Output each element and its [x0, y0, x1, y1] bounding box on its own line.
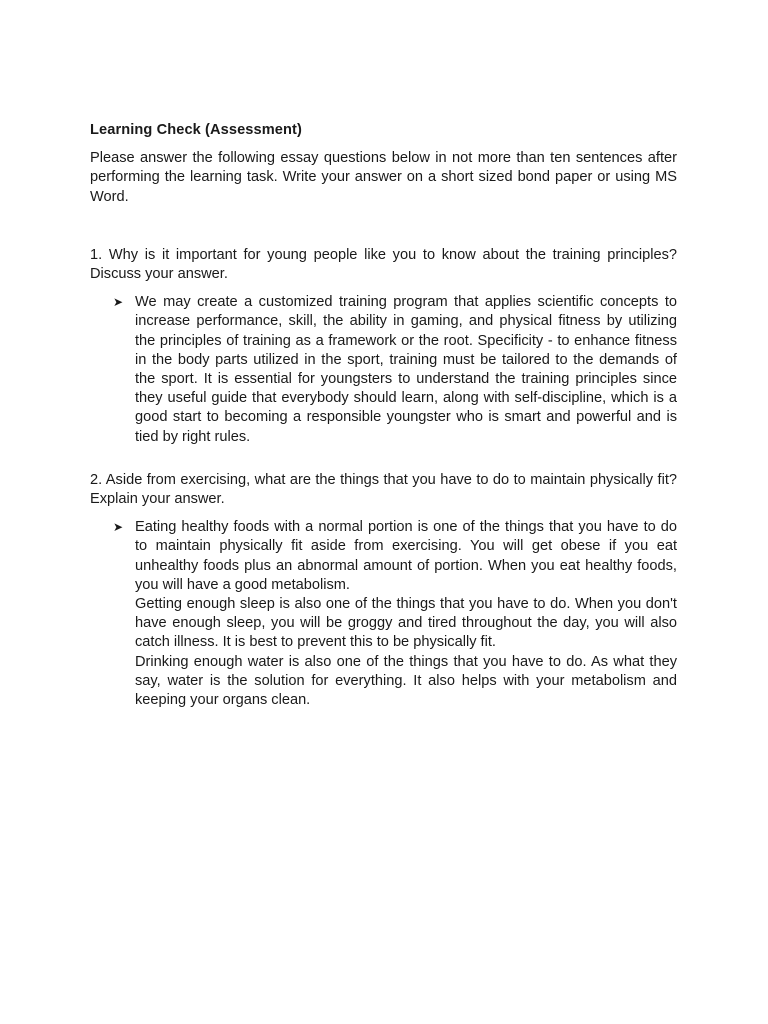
answer-1: [90, 293, 677, 447]
intro-paragraph: Please answer the following essay questions below in not more than ten sentences after performing the learning task. Write your answer on a short sized bond paper or using MS Word.: [90, 150, 677, 205]
arrowhead-bullet-icon: ➤: [113, 520, 124, 535]
page-title: Learning Check (Assessment): [90, 122, 302, 138]
answer-2: [90, 518, 677, 710]
question-1: 1. Why is it important for young people like you to know about the training principles? Discuss your answer.: [90, 246, 677, 283]
arrowhead-bullet-icon: ➤: [113, 295, 124, 310]
answer-2-paragraph-3: Drinking enough water is also one of the things that you have to do. As what they say, water is the solution for everything. It also helps with your metabolism and keeping your organs clean.: [135, 653, 677, 709]
answer-2-paragraph-2: Getting enough sleep is also one of the things that you have to do. When you don't have enough sleep, you will be groggy and tired throughout the day, you will also catch illness. It is best to prevent this to be physically fit.: [135, 596, 677, 651]
answer-1-body: [135, 293, 677, 447]
answer-2-body: [135, 518, 677, 710]
question-2: 2. Aside from exercising, what are the things that you have to do to maintain physically fit? Explain your answer.: [90, 471, 677, 508]
answer-1-paragraph-1: We may create a customized training program that applies scientific concepts to increase performance, skill, the ability in gaming, and physical fitness by utilizing the principles of training as a framework or the root. Specificity - to enhance fitness in the body parts utilized in the sport, training must be tailored to the demands of the sport. It is essential for youngsters to understand the training principles since they useful guide that everybody should learn, along with self-discipline, which is a good start to becoming a responsible youngster who is smart and powerful and is tied by right rules.: [135, 294, 677, 445]
answer-2-paragraph-1: Eating healthy foods with a normal portion is one of the things that you have to do to maintain physically fit aside from exercising. You will get obese if you eat unhealthy foods plus an abnormal amount of portion. When you eat healthy foods, you will have a good metabolism.: [135, 519, 677, 593]
document-content: [90, 121, 677, 710]
